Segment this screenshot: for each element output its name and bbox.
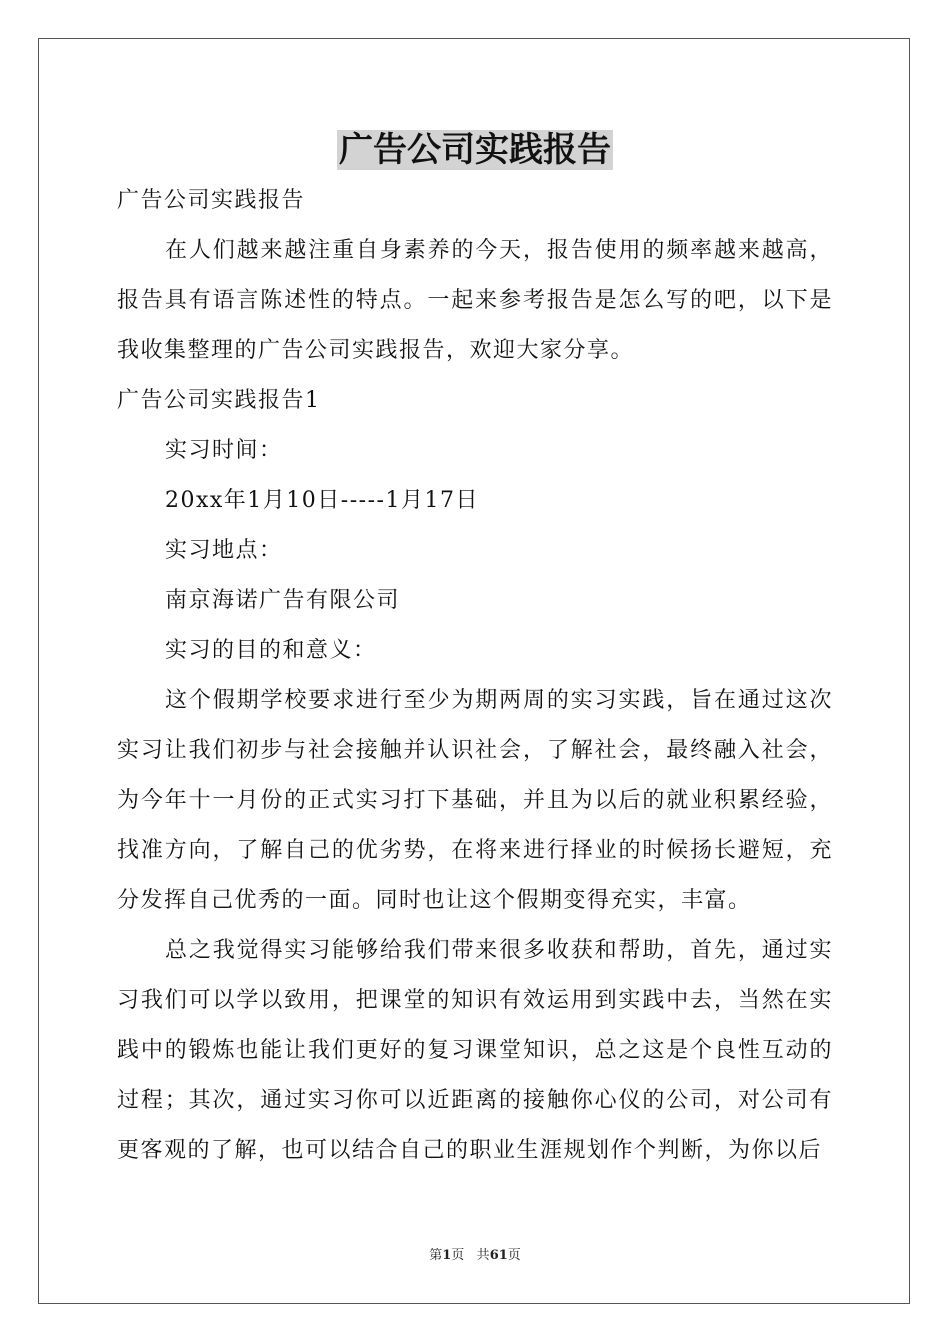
footer-total-pages: 61 bbox=[489, 1248, 508, 1263]
document-title-text: 广告公司实践报告 bbox=[339, 130, 611, 170]
page-footer bbox=[0, 1246, 950, 1266]
footer-total-suffix: 页 bbox=[507, 1248, 521, 1263]
paragraph: 南京海诺广告有限公司 bbox=[165, 588, 401, 613]
paragraph: 实习时间： bbox=[165, 438, 283, 463]
paragraph: 这个假期学校要求进行至少为期两周的实习实践，旨在通过这次实习让我们初步与社会接触并认识社会，了解社会，最终融入社会，为今年十一月份的正式实习打下基础，并且为以后的就业积累经验，找准方向，了解自己的优劣势，在将来进行择业的时候扬长避短，充分发挥自己优秀的一面。同时也让这个假期变得充实，丰富。 bbox=[117, 688, 833, 913]
paragraph: 广告公司实践报告1 bbox=[117, 388, 321, 413]
paragraph: 实习的目的和意义： bbox=[165, 638, 377, 663]
document-body bbox=[117, 176, 833, 1176]
paragraph: 实习地点： bbox=[165, 538, 283, 563]
footer-current-page: 1 bbox=[442, 1248, 452, 1263]
paragraph: 总之我觉得实习能够给我们带来很多收获和帮助，首先，通过实习我们可以学以致用，把课堂的知识有效运用到实践中去，当然在实践中的锻炼也能让我们更好的复习课堂知识，总之这是个良性互动的过程；其次，通过实习你可以近距离的接触你心仪的公司，对公司有更客观的了解，也可以结合自己的职业生涯规划作个判断，为你以后 bbox=[117, 938, 833, 1163]
paragraph: 在人们越来越注重自身素养的今天，报告使用的频率越来越高，报告具有语言陈述性的特点。一起来参考报告是怎么写的吧，以下是我收集整理的广告公司实践报告，欢迎大家分享。 bbox=[117, 238, 833, 363]
footer-total-prefix: 共 bbox=[476, 1248, 490, 1263]
document-title bbox=[0, 128, 950, 172]
paragraph: 广告公司实践报告 bbox=[117, 188, 306, 213]
footer-prefix: 第 bbox=[429, 1248, 443, 1263]
footer-page-word: 页 bbox=[451, 1248, 465, 1263]
paragraph: 20xx年1月10日-----1月17日 bbox=[165, 488, 479, 513]
